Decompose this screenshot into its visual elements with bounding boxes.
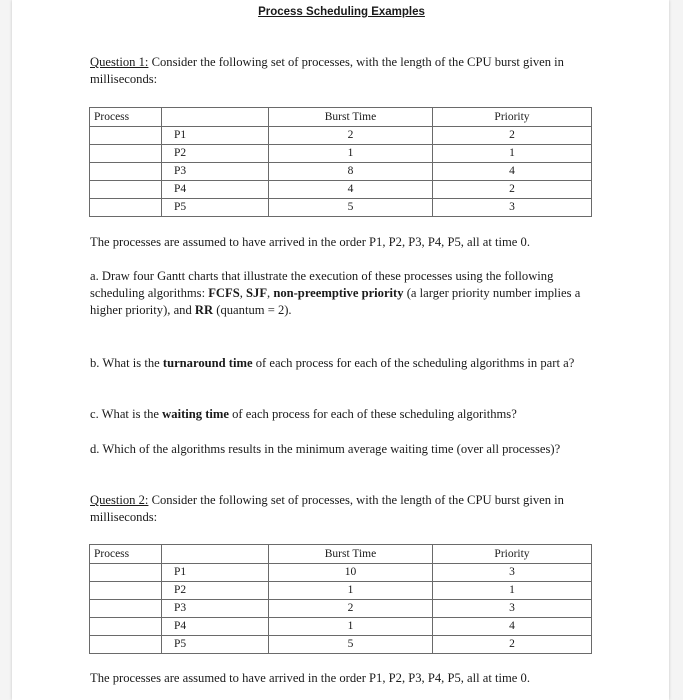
row-blank	[90, 199, 162, 217]
page-title: Process Scheduling Examples	[258, 6, 425, 18]
q1-part-b	[90, 355, 600, 372]
header-priority: Priority	[433, 545, 592, 564]
table-row	[90, 163, 592, 181]
cell-priority: 3	[433, 600, 592, 618]
q1-a-text-2: ,	[239, 286, 247, 300]
header-blank	[162, 545, 269, 564]
q2-arrival-text: The processes are assumed to have arrived in the order P1, P2, P3, P4, P5, all at time 0.	[90, 671, 530, 685]
q2-intro	[90, 492, 600, 526]
cell-burst: 1	[269, 618, 433, 636]
cell-process: P2	[162, 145, 269, 163]
cell-burst: 8	[269, 163, 433, 181]
q1-c-text-2: of each process for each of these scheduling algorithms?	[228, 407, 517, 421]
table-row	[90, 582, 592, 600]
table-row	[90, 618, 592, 636]
cell-burst: 2	[269, 127, 433, 145]
row-blank	[90, 145, 162, 163]
row-blank	[90, 618, 162, 636]
q1-a-sjf: SJF	[246, 286, 268, 300]
cell-process: P5	[162, 199, 269, 217]
table-header-row	[90, 545, 592, 564]
cell-priority: 4	[433, 163, 592, 181]
cell-process: P5	[162, 636, 269, 654]
q2-label: Question 2:	[90, 493, 149, 507]
cell-priority: 2	[433, 636, 592, 654]
q1-process-table	[89, 107, 592, 217]
table-row	[90, 636, 592, 654]
table-row	[90, 199, 592, 217]
q1-a-fcfs: FCFS	[208, 286, 240, 300]
cell-burst: 1	[269, 582, 433, 600]
row-blank	[90, 564, 162, 582]
q1-arrival-text: The processes are assumed to have arrived in the order P1, P2, P3, P4, P5, all at time 0.	[90, 235, 530, 249]
q1-a-priority: non-preemptive priority	[273, 286, 404, 300]
cell-priority: 1	[433, 582, 592, 600]
header-process: Process	[90, 108, 162, 127]
cell-priority: 2	[433, 181, 592, 199]
header-priority: Priority	[433, 108, 592, 127]
table-row	[90, 564, 592, 582]
q2-intro-text: Consider the following set of processes, with the length of the CPU burst given in milliseconds:	[90, 493, 564, 524]
q1-b-text-1: b. What is the	[90, 356, 163, 370]
q1-a-text-3: ,	[267, 286, 274, 300]
q1-a-text-1: a. Draw four Gantt charts that illustrate the execution of these processes using the following scheduling algorithms:	[90, 269, 554, 300]
table-header-row	[90, 108, 592, 127]
q1-c-waiting: waiting time	[162, 407, 229, 421]
cell-process: P1	[162, 127, 269, 145]
q2-process-table	[89, 544, 592, 654]
table-row	[90, 127, 592, 145]
cell-burst: 4	[269, 181, 433, 199]
cell-burst: 2	[269, 600, 433, 618]
cell-burst: 10	[269, 564, 433, 582]
cell-process: P4	[162, 618, 269, 636]
cell-priority: 1	[433, 145, 592, 163]
header-burst-time: Burst Time	[269, 108, 433, 127]
q1-part-d: d. Which of the algorithms results in the minimum average waiting time (over all processes)?	[90, 442, 561, 456]
row-blank	[90, 163, 162, 181]
cell-process: P1	[162, 564, 269, 582]
q1-a-text-5: (quantum = 2).	[213, 303, 292, 317]
header-blank	[162, 108, 269, 127]
cell-burst: 5	[269, 199, 433, 217]
cell-process: P2	[162, 582, 269, 600]
header-burst-time: Burst Time	[269, 545, 433, 564]
header-process: Process	[90, 545, 162, 564]
q1-intro	[90, 54, 600, 88]
q1-b-text-2: of each process for each of the scheduling algorithms in part a?	[252, 356, 575, 370]
q1-intro-text: Consider the following set of processes, with the length of the CPU burst given in milliseconds:	[90, 55, 564, 86]
table-row	[90, 181, 592, 199]
cell-priority: 2	[433, 127, 592, 145]
q1-a-rr: RR	[194, 303, 214, 317]
q1-label: Question 1:	[90, 55, 149, 69]
cell-process: P3	[162, 600, 269, 618]
row-blank	[90, 582, 162, 600]
q1-part-a	[90, 268, 595, 319]
cell-priority: 4	[433, 618, 592, 636]
cell-process: P3	[162, 163, 269, 181]
row-blank	[90, 636, 162, 654]
cell-process: P4	[162, 181, 269, 199]
cell-priority: 3	[433, 199, 592, 217]
q1-b-turnaround: turnaround time	[162, 356, 253, 370]
q1-a-text-4: (a larger priority number implies a higher priority), and	[90, 286, 581, 317]
cell-burst: 1	[269, 145, 433, 163]
q1-c-text-1: c. What is the	[90, 407, 163, 421]
cell-burst: 5	[269, 636, 433, 654]
row-blank	[90, 127, 162, 145]
row-blank	[90, 600, 162, 618]
row-blank	[90, 181, 162, 199]
q1-part-c	[90, 406, 600, 423]
table-row	[90, 600, 592, 618]
cell-priority: 3	[433, 564, 592, 582]
table-row	[90, 145, 592, 163]
